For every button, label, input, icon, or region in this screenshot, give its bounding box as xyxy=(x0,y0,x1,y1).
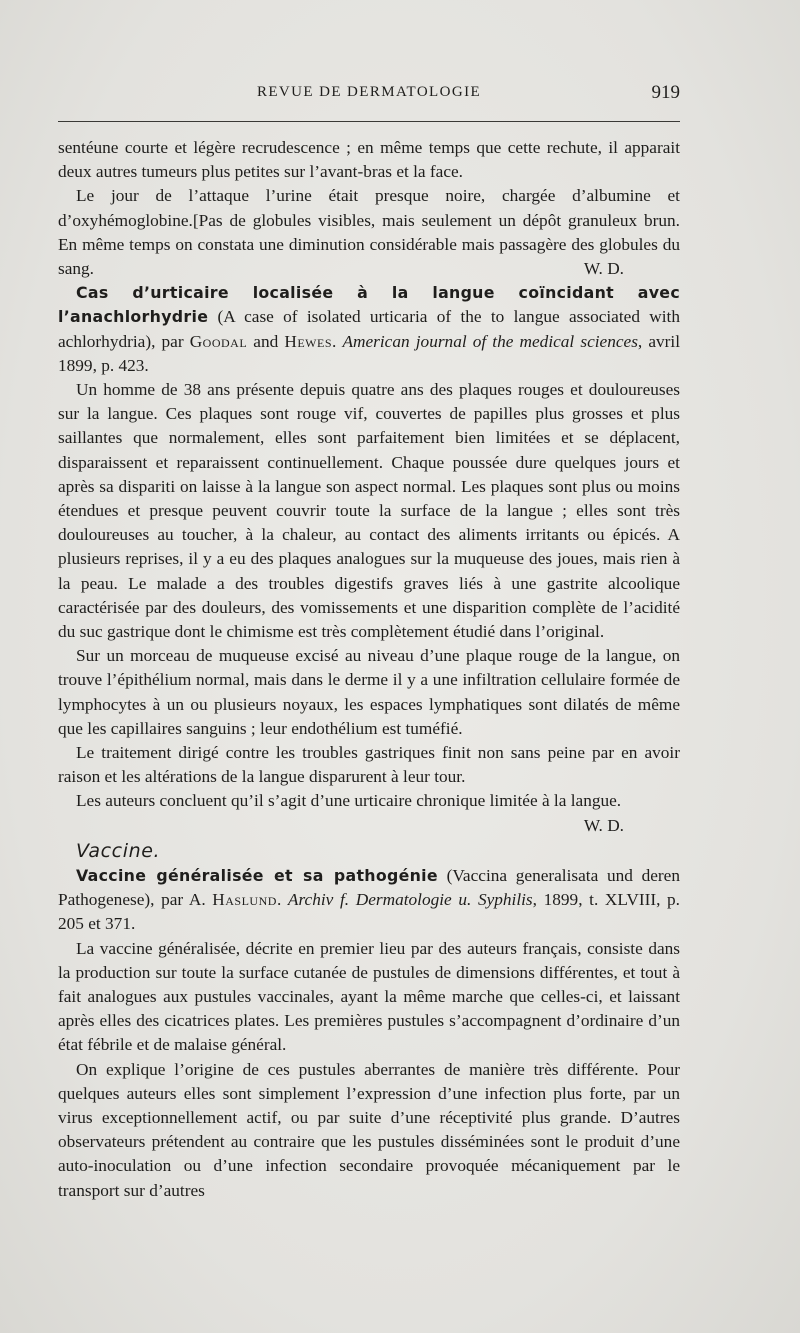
paragraph xyxy=(58,184,680,281)
article-title: Cas d’urticaire localisée à la langue coïncidant avec l’anachlorhydrie xyxy=(58,283,680,327)
reference-text: . xyxy=(332,331,343,351)
page-body xyxy=(58,136,680,1203)
running-title: REVUE DE DERMATOLOGIE xyxy=(256,84,482,100)
journal-name: Archiv f. Dermatologie u. Syphilis xyxy=(287,890,533,910)
article-heading xyxy=(58,281,680,378)
author-name: Goodal xyxy=(189,331,248,351)
paragraph: Le traitement dirigé contre les troubles gastriques finit non sans peine par en avoir raison et les altérations de la langue disparurent à leur tour. xyxy=(58,743,680,787)
paragraph-text: Le jour de l’attaque l’urine était presque noire, chargée d’albumine et d’oxyhémoglobine.[Pas de globules visibles, mais seulement un dépôt granuleux brun. En même temps on constata une diminution considérable mais passagère des globules du sang. xyxy=(58,186,680,279)
paragraph: La vaccine généralisée, décrite en premier lieu par des auteurs français, consiste dans la production sur toute la surface cutanée de pustules de dimensions différentes, et tout à fait analogues aux pustules vaccinales, ayant la même marche que celles-ci, et laissant après elles des cicatrices plates. Les premières pustules s’accompagnent d’ordinaire d’un état fébrile et de malaise général. xyxy=(58,938,680,1055)
paragraph: Un homme de 38 ans présente depuis quatre ans des plaques rouges et douloureuses sur la langue. Ces plaques sont rouge vif, couvertes de papilles plus grosses et plus saillantes que normalement, elles sont parfaitement bien limitées et se déplacent, disparaissent et reparaissent continuellement. Chaque poussée dure quelques jours et après sa dispariti on laisse à la langue son aspect normal. Les plaques sont plus ou moins étendues et presque peuvent couvrir toute la surface de la langue ; elles sont très douloureuses au toucher, à la chaleur, au contact des aliments irritants ou épicés. A plusieurs reprises, il y a eu des plaques analogues sur la muqueuse des joues, mais rien à la peau. Le malade a des troubles digestifs graves liés à une gastrite alcoolique caractérisée par des douleurs, des vomissements et une disparition complète de l’acidité du suc gastrique dont le chimisme est très complètement étudié dans l’original. xyxy=(58,380,680,642)
reference-text: (A case of isolated urticaria of the to langue associated with achlorhydria), par xyxy=(58,307,680,351)
reference-text: . xyxy=(276,890,288,910)
paragraph xyxy=(58,789,680,835)
article-title: Vaccine généralisée et sa pathogénie xyxy=(76,865,438,885)
author-initials: W. D. xyxy=(583,259,624,279)
author-name: Haslund xyxy=(212,890,277,910)
author-initials: W. D. xyxy=(583,815,624,835)
section-heading: Vaccine. xyxy=(76,839,161,862)
reference-text: , 1899, t. XLVIII, p. 205 et 371. xyxy=(58,890,681,934)
page-header xyxy=(58,84,680,110)
reference-text: , avril 1899, p. 423. xyxy=(58,331,681,375)
paragraph: sentéune courte et légère recrudescence ; en même temps que cette rechute, il apparait deux autres tumeurs plus petites sur l’avant-bras et la face. xyxy=(58,138,680,182)
paragraph-text: Les auteurs concluent qu’il s’agit d’une urticaire chronique limitée à la langue. xyxy=(76,791,622,811)
paragraph: Sur un morceau de muqueuse excisé au niveau d’une plaque rouge de la langue, on trouve l’épithélium normal, mais dans le derme il y a une infiltration cellulaire formée de lymphocytes à un ou plusieurs noyaux, les espaces lymphatiques sont dilatés de même que les capillaires sanguins ; leur endothélium est tuméfié. xyxy=(58,646,680,738)
paragraph: On explique l’origine de ces pustules aberrantes de manière très différente. Pour quelques auteurs elles sont simplement l’expression d’une infection plus forte, par un virus exceptionnellement actif, ou par suite d’une réceptivité plus grande. D’autres observateurs prétendent au contraire que les pustules disséminées sont le produit d’une auto-inoculation ou d’une infection secondaire provoquée mécaniquement par le transport sur d’autres xyxy=(58,1059,680,1200)
reference-text: and xyxy=(247,331,285,351)
header-rule xyxy=(58,121,680,122)
reference-text: (Vaccina generalisata und deren Pathogenese), par A. xyxy=(58,865,680,910)
journal-name: American journal of the medical sciences xyxy=(342,331,638,351)
author-name: Hewes xyxy=(284,331,333,351)
page-number: 919 xyxy=(651,82,680,103)
article-heading xyxy=(58,864,680,937)
